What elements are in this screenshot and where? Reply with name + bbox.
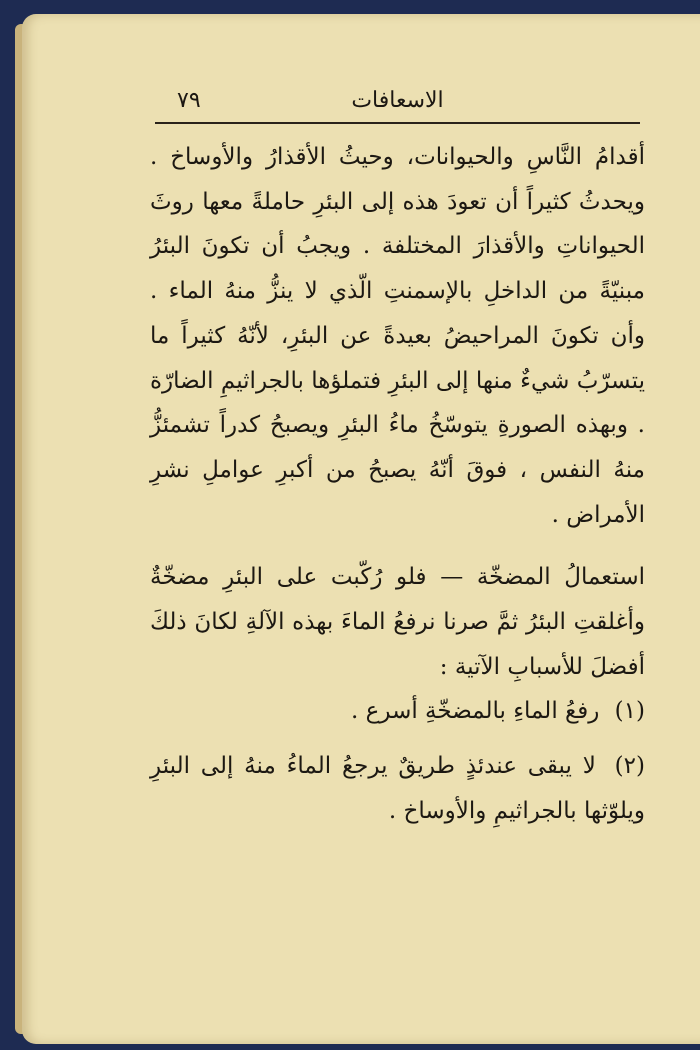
list-item <box>150 744 645 833</box>
list-item-number: (١) <box>614 698 645 725</box>
page-number: ٧٩ <box>177 88 201 113</box>
list-item <box>150 689 645 734</box>
list-item-text: لا يبقى عندئذٍ طريقٌ يرجعُ الماءُ منهُ إلى البئرِ ويلوّثها بالجراثيمِ والأوساخ . <box>150 753 645 824</box>
page-header <box>155 86 640 122</box>
running-title: الاسعافات <box>351 88 444 113</box>
paragraph-main: أقدامُ النَّاسِ والحيوانات، وحيثُ الأقذارُ والأوساخ . ويحدثُ كثيراً أن تعودَ هذه إلى البئرِ حاملةً معها روثَ الحيواناتِ والأقذارَ المختلفة . ويجبُ أن تكونَ البئرُ مبنيّةً من الداخلِ بالإسمنتِ الّذي لا ينزُّ منهُ الماء . وأن تكونَ المراحيضُ بعيدةً عن البئرِ، لأنّهُ كثيراً ما يتسرّبُ شيءٌ منها إلى البئرِ فتملؤها بالجراثيمِ الضارّة . وبهذه الصورةِ يتوسّخُ ماءُ البئرِ ويصبحُ كدراً تشمئزُّ منهُ النفس ، فوقَ أنّهُ يصبحُ من أكبرِ عواملِ نشرِ الأمراض . <box>150 144 645 528</box>
list-item-text: رفعُ الماءِ بالمضخّةِ أسرع . <box>351 698 600 725</box>
list-item-number: (٢) <box>614 753 645 780</box>
page-body <box>150 135 645 834</box>
header-rule <box>155 122 640 124</box>
paragraph-pump-usage: استعمالُ المضخّة — فلو رُكّبت على البئرِ مضخّةٌ وأغلقتِ البئرُ ثمَّ صرنا نرفعُ الماءَ بهذه الآلةِ لكانَ ذلكَ أفضلَ للأسبابِ الآتية : <box>150 564 645 680</box>
